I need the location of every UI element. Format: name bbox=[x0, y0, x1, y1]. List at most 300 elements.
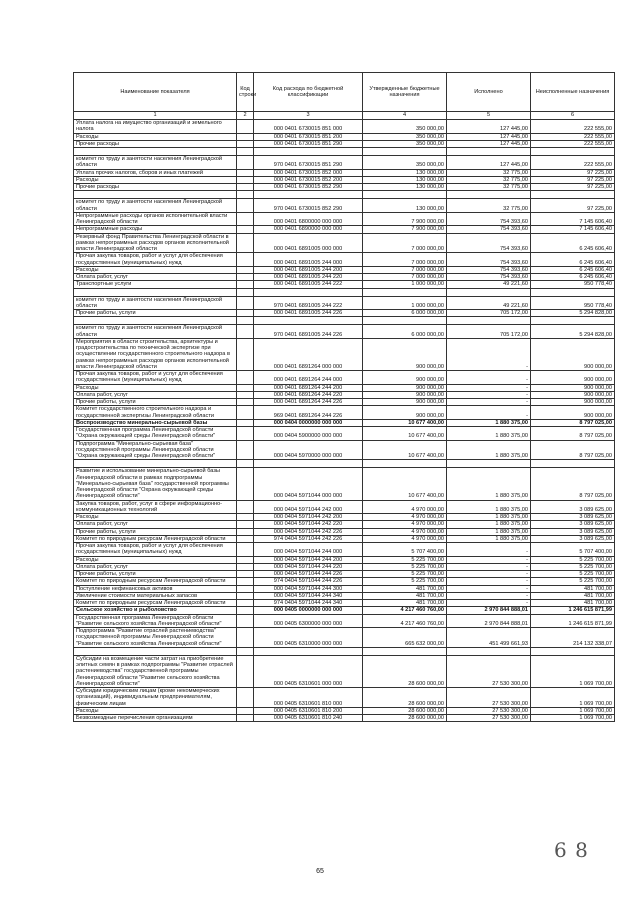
table-row bbox=[74, 607, 615, 614]
row-executed: - bbox=[447, 571, 531, 578]
row-name: комитет по труду и занятости населения Ленинградской области bbox=[74, 156, 237, 170]
row-executed: 1 880 375,00 bbox=[447, 528, 531, 535]
table-row bbox=[74, 563, 615, 570]
row-name: Уплата налога на имущество организаций и земельного налога bbox=[74, 120, 237, 134]
row-line-code bbox=[237, 707, 254, 714]
row-approved: 7 900 000,00 bbox=[363, 226, 447, 233]
row-unexecuted: 8 797 025,00 bbox=[531, 440, 615, 460]
row-unexecuted: 481 700,00 bbox=[531, 592, 615, 599]
row-unexecuted: 900 000,00 bbox=[531, 338, 615, 370]
spacer-cell bbox=[254, 191, 363, 199]
row-executed: 32 775,00 bbox=[447, 184, 531, 191]
row-line-code bbox=[237, 440, 254, 460]
row-unexecuted: 1 069 700,00 bbox=[531, 688, 615, 708]
row-budget-code: 000 0401 6891005 244 226 bbox=[254, 310, 363, 317]
row-approved: 130 000,00 bbox=[363, 169, 447, 176]
row-line-code bbox=[237, 688, 254, 708]
row-budget-code: 000 0404 5971044 244 226 bbox=[254, 571, 363, 578]
row-name: Прочие работы, услуги bbox=[74, 571, 237, 578]
row-approved: 900 000,00 bbox=[363, 384, 447, 391]
row-line-code bbox=[237, 578, 254, 585]
table-row bbox=[74, 156, 615, 170]
spacer-cell bbox=[237, 647, 254, 655]
row-executed: - bbox=[447, 384, 531, 391]
spacer-cell bbox=[447, 288, 531, 296]
row-line-code bbox=[237, 253, 254, 267]
handwritten-sheet-number: 6 8 bbox=[554, 838, 589, 862]
row-line-code bbox=[237, 468, 254, 500]
spacer-cell bbox=[447, 647, 531, 655]
row-line-code bbox=[237, 184, 254, 191]
row-unexecuted: 5 294 828,00 bbox=[531, 325, 615, 339]
spacer-cell bbox=[237, 288, 254, 296]
row-line-code bbox=[237, 281, 254, 288]
row-unexecuted: 950 778,40 bbox=[531, 296, 615, 310]
row-name: Воспроизводство минерально-сырьевой базы bbox=[74, 419, 237, 426]
header-executed: Исполнено bbox=[447, 73, 531, 112]
spacer-row bbox=[74, 148, 615, 156]
row-approved: 4 970 000,00 bbox=[363, 514, 447, 521]
spacer-cell bbox=[74, 460, 237, 468]
column-number: 3 bbox=[254, 112, 363, 120]
row-executed: - bbox=[447, 585, 531, 592]
table-row bbox=[74, 169, 615, 176]
row-line-code bbox=[237, 384, 254, 391]
row-line-code bbox=[237, 391, 254, 398]
row-unexecuted: 5 225 700,00 bbox=[531, 571, 615, 578]
row-budget-code: 000 0404 5971044 242 000 bbox=[254, 500, 363, 514]
row-budget-code: 000 0401 6891264 244 200 bbox=[254, 384, 363, 391]
row-executed: - bbox=[447, 563, 531, 570]
row-approved: 10 677 400,00 bbox=[363, 419, 447, 426]
row-name: Комитет государственного строительного надзора и государственной экспертизы Ленинградской области bbox=[74, 406, 237, 420]
row-line-code bbox=[237, 399, 254, 406]
spacer-cell bbox=[531, 288, 615, 296]
row-line-code bbox=[237, 528, 254, 535]
table-row bbox=[74, 468, 615, 500]
row-budget-code: 974 0404 5971044 244 226 bbox=[254, 578, 363, 585]
row-budget-code: 000 0401 6891264 244 226 bbox=[254, 399, 363, 406]
row-approved: 1 000 000,00 bbox=[363, 296, 447, 310]
row-executed: 127 445,00 bbox=[447, 156, 531, 170]
row-budget-code: 000 0401 6891005 244 220 bbox=[254, 274, 363, 281]
row-approved: 481 700,00 bbox=[363, 592, 447, 599]
row-budget-code: 000 0404 5971044 242 200 bbox=[254, 514, 363, 521]
row-name: Прочая закупка товаров, работ и услуг для обеспечения государственных (муниципальных) нужд bbox=[74, 543, 237, 557]
spacer-cell bbox=[237, 191, 254, 199]
table-row bbox=[74, 585, 615, 592]
row-approved: 28 600 000,00 bbox=[363, 655, 447, 687]
row-executed: 32 775,00 bbox=[447, 169, 531, 176]
row-budget-code: 000 0404 5971044 242 226 bbox=[254, 528, 363, 535]
spacer-cell bbox=[254, 317, 363, 325]
table-row bbox=[74, 199, 615, 213]
row-name: Безвозмездные перечисления организациям bbox=[74, 715, 237, 722]
row-executed: - bbox=[447, 399, 531, 406]
row-executed: 27 530 300,00 bbox=[447, 707, 531, 714]
row-approved: 4 970 000,00 bbox=[363, 521, 447, 528]
table-row bbox=[74, 406, 615, 420]
row-executed: 2 970 844 888,01 bbox=[447, 614, 531, 628]
row-approved: 350 000,00 bbox=[363, 140, 447, 147]
page-number: 65 bbox=[316, 868, 324, 875]
row-budget-code: 000 0401 6730015 851 290 bbox=[254, 140, 363, 147]
row-name: Прочие расходы bbox=[74, 140, 237, 147]
row-approved: 4 217 460 760,00 bbox=[363, 614, 447, 628]
row-unexecuted: 3 089 625,00 bbox=[531, 535, 615, 542]
spacer-cell bbox=[447, 317, 531, 325]
table-body bbox=[74, 120, 615, 722]
row-approved: 7 000 000,00 bbox=[363, 253, 447, 267]
table-row bbox=[74, 133, 615, 140]
row-line-code bbox=[237, 226, 254, 233]
row-line-code bbox=[237, 169, 254, 176]
spacer-cell bbox=[237, 317, 254, 325]
spacer-row bbox=[74, 191, 615, 199]
row-line-code bbox=[237, 514, 254, 521]
column-number: 1 bbox=[74, 112, 237, 120]
row-name: Расходы bbox=[74, 384, 237, 391]
row-name: Расходы bbox=[74, 176, 237, 183]
row-unexecuted: 481 700,00 bbox=[531, 585, 615, 592]
row-executed: 754 393,60 bbox=[447, 266, 531, 273]
header-unexecuted: Неисполненные назначения bbox=[531, 73, 615, 112]
row-line-code bbox=[237, 556, 254, 563]
table-row bbox=[74, 274, 615, 281]
row-line-code bbox=[237, 120, 254, 134]
row-budget-code: 000 0404 5971044 244 220 bbox=[254, 563, 363, 570]
row-unexecuted: 6 245 606,40 bbox=[531, 253, 615, 267]
row-approved: 6 000 000,00 bbox=[363, 310, 447, 317]
row-unexecuted: 1 069 700,00 bbox=[531, 655, 615, 687]
spacer-cell bbox=[447, 460, 531, 468]
header-approved: Утвержденные бюджетные назначения bbox=[363, 73, 447, 112]
row-budget-code: 000 0404 0000000 000 000 bbox=[254, 419, 363, 426]
row-budget-code: 000 0404 5970000 000 000 bbox=[254, 440, 363, 460]
row-approved: 481 700,00 bbox=[363, 600, 447, 607]
table-row bbox=[74, 592, 615, 599]
row-unexecuted: 97 225,00 bbox=[531, 169, 615, 176]
table-row bbox=[74, 184, 615, 191]
table-row bbox=[74, 233, 615, 253]
row-name: Мероприятия в области строительства, архитектуры и градостроительства по технической экспертизе при осуществлении государственного строительного надзора в рамках непрограммных расходов органов исполнительной власти Ленинградской области bbox=[74, 338, 237, 370]
row-approved: 1 000 000,00 bbox=[363, 281, 447, 288]
table-row bbox=[74, 266, 615, 273]
row-executed: 705 172,00 bbox=[447, 310, 531, 317]
row-name: Развитие и использование минерально-сырьевой базы Ленинградской области в рамках подпрограммы "Минерально-сырьевая база" государственной программы Ленинградской области "Охрана окружающей среды Ленинградской области" bbox=[74, 468, 237, 500]
row-line-code bbox=[237, 655, 254, 687]
row-line-code bbox=[237, 199, 254, 213]
row-unexecuted: 900 000,00 bbox=[531, 406, 615, 420]
column-number: 5 bbox=[447, 112, 531, 120]
row-budget-code: 000 0401 6890000 000 000 bbox=[254, 226, 363, 233]
row-approved: 900 000,00 bbox=[363, 371, 447, 385]
row-budget-code: 000 0401 6891005 244 200 bbox=[254, 266, 363, 273]
row-executed: - bbox=[447, 578, 531, 585]
row-executed: 32 775,00 bbox=[447, 176, 531, 183]
row-unexecuted: 900 000,00 bbox=[531, 371, 615, 385]
row-executed: 754 393,60 bbox=[447, 233, 531, 253]
row-approved: 350 000,00 bbox=[363, 120, 447, 134]
row-budget-code: 000 0405 0000000 000 000 bbox=[254, 607, 363, 614]
row-unexecuted: 900 000,00 bbox=[531, 399, 615, 406]
row-name: Расходы bbox=[74, 556, 237, 563]
row-approved: 900 000,00 bbox=[363, 406, 447, 420]
row-budget-code: 000 0401 6730015 851 200 bbox=[254, 133, 363, 140]
row-approved: 5 225 700,00 bbox=[363, 556, 447, 563]
row-unexecuted: 222 555,00 bbox=[531, 133, 615, 140]
table-row bbox=[74, 384, 615, 391]
row-name: Оплата работ, услуг bbox=[74, 274, 237, 281]
row-budget-code: 970 0401 6730015 852 290 bbox=[254, 199, 363, 213]
row-executed: - bbox=[447, 543, 531, 557]
row-line-code bbox=[237, 543, 254, 557]
row-approved: 4 970 000,00 bbox=[363, 535, 447, 542]
row-line-code bbox=[237, 600, 254, 607]
table-row bbox=[74, 688, 615, 708]
row-unexecuted: 222 555,00 bbox=[531, 156, 615, 170]
row-budget-code: 970 0401 6891005 244 222 bbox=[254, 296, 363, 310]
row-line-code bbox=[237, 500, 254, 514]
row-approved: 28 600 000,00 bbox=[363, 688, 447, 708]
table-row bbox=[74, 707, 615, 714]
row-budget-code: 974 0404 5971044 244 340 bbox=[254, 600, 363, 607]
row-budget-code: 000 0401 6891005 244 222 bbox=[254, 281, 363, 288]
row-name: Комитет по природным ресурсам Ленинградской области bbox=[74, 535, 237, 542]
row-name: Расходы bbox=[74, 514, 237, 521]
row-name: Уплата прочих налогов, сборов и иных платежей bbox=[74, 169, 237, 176]
row-executed: 1 880 375,00 bbox=[447, 535, 531, 542]
row-unexecuted: 97 225,00 bbox=[531, 184, 615, 191]
row-approved: 6 000 000,00 bbox=[363, 325, 447, 339]
row-name: Резервный фонд Правительства Ленинградской области в рамках непрограммных расходов органов исполнительной власти Ленинградской области bbox=[74, 233, 237, 253]
row-line-code bbox=[237, 310, 254, 317]
row-approved: 4 217 460 760,00 bbox=[363, 607, 447, 614]
column-number-row bbox=[74, 112, 615, 120]
row-unexecuted: 950 778,40 bbox=[531, 281, 615, 288]
table-row bbox=[74, 521, 615, 528]
column-number: 6 bbox=[531, 112, 615, 120]
header-budget-code: Код расхода по бюджетной классификации bbox=[254, 73, 363, 112]
table-row bbox=[74, 715, 615, 722]
row-budget-code: 000 0405 6310601 810 000 bbox=[254, 688, 363, 708]
table-header-row bbox=[74, 73, 615, 112]
row-name: Расходы bbox=[74, 266, 237, 273]
table-row bbox=[74, 140, 615, 147]
row-executed: 1 880 375,00 bbox=[447, 514, 531, 521]
spacer-cell bbox=[531, 148, 615, 156]
row-unexecuted: 5 225 700,00 bbox=[531, 556, 615, 563]
table-row bbox=[74, 655, 615, 687]
row-unexecuted: 222 555,00 bbox=[531, 120, 615, 134]
row-line-code bbox=[237, 176, 254, 183]
row-name: Закупка товаров, работ, услуг в сфере информационно-коммуникационных технологий bbox=[74, 500, 237, 514]
row-approved: 10 677 400,00 bbox=[363, 440, 447, 460]
row-budget-code: 000 0404 5971044 244 200 bbox=[254, 556, 363, 563]
spacer-cell bbox=[74, 191, 237, 199]
row-executed: 451 499 661,93 bbox=[447, 628, 531, 648]
row-line-code bbox=[237, 607, 254, 614]
row-unexecuted: 8 797 025,00 bbox=[531, 468, 615, 500]
row-budget-code: 000 0404 5971044 000 000 bbox=[254, 468, 363, 500]
column-number: 4 bbox=[363, 112, 447, 120]
row-executed: - bbox=[447, 556, 531, 563]
row-line-code bbox=[237, 628, 254, 648]
row-line-code bbox=[237, 571, 254, 578]
row-approved: 665 632 000,00 bbox=[363, 628, 447, 648]
row-executed: - bbox=[447, 600, 531, 607]
row-unexecuted: 5 294 828,00 bbox=[531, 310, 615, 317]
row-unexecuted: 7 145 606,40 bbox=[531, 226, 615, 233]
row-approved: 481 700,00 bbox=[363, 585, 447, 592]
row-name: Субсидии на возмещение части затрат на приобретение элитных семян в рамках подпрограммы "Развитие отраслей растениеводства" государственной программы Ленинградской области "Развитие сельского хозяйства Ленинградской области" bbox=[74, 655, 237, 687]
row-budget-code: 000 0401 6800000 000 000 bbox=[254, 212, 363, 226]
row-budget-code: 970 0401 6891005 244 226 bbox=[254, 325, 363, 339]
row-name: Оплата работ, услуг bbox=[74, 563, 237, 570]
row-approved: 10 677 400,00 bbox=[363, 427, 447, 441]
row-budget-code: 000 0401 6891005 244 000 bbox=[254, 253, 363, 267]
spacer-cell bbox=[363, 148, 447, 156]
column-number: 2 bbox=[237, 112, 254, 120]
table-row bbox=[74, 628, 615, 648]
row-name: Расходы bbox=[74, 133, 237, 140]
row-budget-code: 000 0401 6891264 244 000 bbox=[254, 371, 363, 385]
row-budget-code: 000 0404 5971044 242 220 bbox=[254, 521, 363, 528]
table-row bbox=[74, 571, 615, 578]
table-row bbox=[74, 614, 615, 628]
spacer-cell bbox=[254, 288, 363, 296]
header-line-code: Код строки bbox=[237, 73, 254, 112]
row-unexecuted: 3 089 625,00 bbox=[531, 514, 615, 521]
row-executed: 2 970 844 888,01 bbox=[447, 607, 531, 614]
row-name: Прочая закупка товаров, работ и услуг для обеспечения государственных (муниципальных) нужд bbox=[74, 371, 237, 385]
spacer-cell bbox=[363, 288, 447, 296]
row-name: Поступление нефинансовых активов bbox=[74, 585, 237, 592]
row-approved: 130 000,00 bbox=[363, 199, 447, 213]
row-executed: 754 393,60 bbox=[447, 253, 531, 267]
spacer-cell bbox=[447, 191, 531, 199]
spacer-cell bbox=[531, 191, 615, 199]
row-executed: - bbox=[447, 338, 531, 370]
row-name: Расходы bbox=[74, 707, 237, 714]
row-line-code bbox=[237, 715, 254, 722]
table-row bbox=[74, 600, 615, 607]
row-approved: 10 677 400,00 bbox=[363, 468, 447, 500]
row-budget-code: 000 0401 6730015 852 200 bbox=[254, 176, 363, 183]
row-name: Прочие работы, услуги bbox=[74, 310, 237, 317]
row-budget-code: 000 0401 6730015 851 000 bbox=[254, 120, 363, 134]
spacer-cell bbox=[531, 460, 615, 468]
spacer-cell bbox=[74, 647, 237, 655]
row-approved: 900 000,00 bbox=[363, 391, 447, 398]
row-unexecuted: 900 000,00 bbox=[531, 391, 615, 398]
table-row bbox=[74, 535, 615, 542]
row-line-code bbox=[237, 266, 254, 273]
spacer-cell bbox=[447, 148, 531, 156]
table-row bbox=[74, 338, 615, 370]
row-name: Прочая закупка товаров, работ и услуг для обеспечения государственных (муниципальных) нужд bbox=[74, 253, 237, 267]
table-row bbox=[74, 528, 615, 535]
spacer-cell bbox=[363, 647, 447, 655]
row-budget-code: 000 0405 6310601 810 200 bbox=[254, 707, 363, 714]
row-approved: 7 000 000,00 bbox=[363, 233, 447, 253]
row-line-code bbox=[237, 296, 254, 310]
row-approved: 900 000,00 bbox=[363, 399, 447, 406]
table-row bbox=[74, 419, 615, 426]
row-budget-code: 000 0405 6310601 810 240 bbox=[254, 715, 363, 722]
row-unexecuted: 3 089 625,00 bbox=[531, 528, 615, 535]
spacer-cell bbox=[237, 460, 254, 468]
table-row bbox=[74, 226, 615, 233]
row-executed: 1 880 375,00 bbox=[447, 500, 531, 514]
table-row bbox=[74, 120, 615, 134]
spacer-cell bbox=[74, 148, 237, 156]
table-row bbox=[74, 325, 615, 339]
row-executed: - bbox=[447, 391, 531, 398]
row-unexecuted: 8 797 025,00 bbox=[531, 419, 615, 426]
row-unexecuted: 214 132 338,07 bbox=[531, 628, 615, 648]
table-row bbox=[74, 500, 615, 514]
row-approved: 5 225 700,00 bbox=[363, 578, 447, 585]
row-unexecuted: 6 245 606,40 bbox=[531, 266, 615, 273]
row-budget-code: 000 0404 5900000 000 000 bbox=[254, 427, 363, 441]
row-executed: 754 393,60 bbox=[447, 226, 531, 233]
row-line-code bbox=[237, 325, 254, 339]
row-budget-code: 000 0405 6310601 000 000 bbox=[254, 655, 363, 687]
spacer-cell bbox=[254, 647, 363, 655]
row-approved: 7 900 000,00 bbox=[363, 212, 447, 226]
row-approved: 350 000,00 bbox=[363, 133, 447, 140]
header-indicator-name: Наименование показателя bbox=[74, 73, 237, 112]
row-executed: - bbox=[447, 406, 531, 420]
row-unexecuted: 5 225 700,00 bbox=[531, 563, 615, 570]
spacer-cell bbox=[74, 288, 237, 296]
row-executed: - bbox=[447, 592, 531, 599]
row-name: Сельское хозяйство и рыболовство bbox=[74, 607, 237, 614]
row-unexecuted: 97 225,00 bbox=[531, 176, 615, 183]
row-name: комитет по труду и занятости населения Ленинградской области bbox=[74, 296, 237, 310]
table-row bbox=[74, 543, 615, 557]
spacer-row bbox=[74, 460, 615, 468]
row-name: Прочие расходы bbox=[74, 184, 237, 191]
spacer-cell bbox=[531, 317, 615, 325]
row-unexecuted: 7 145 606,40 bbox=[531, 212, 615, 226]
row-line-code bbox=[237, 419, 254, 426]
row-name: Транспортные услуги bbox=[74, 281, 237, 288]
row-unexecuted: 900 000,00 bbox=[531, 384, 615, 391]
row-line-code bbox=[237, 274, 254, 281]
row-approved: 4 970 000,00 bbox=[363, 528, 447, 535]
row-executed: 27 530 300,00 bbox=[447, 715, 531, 722]
row-line-code bbox=[237, 233, 254, 253]
spacer-cell bbox=[363, 191, 447, 199]
row-unexecuted: 1 069 700,00 bbox=[531, 715, 615, 722]
row-budget-code: 000 0404 5971044 244 300 bbox=[254, 585, 363, 592]
table-row bbox=[74, 391, 615, 398]
row-executed: - bbox=[447, 371, 531, 385]
row-unexecuted: 1 246 615 871,99 bbox=[531, 607, 615, 614]
row-unexecuted: 8 797 025,00 bbox=[531, 427, 615, 441]
spacer-cell bbox=[254, 460, 363, 468]
row-budget-code: 000 0405 6300000 000 000 bbox=[254, 614, 363, 628]
row-line-code bbox=[237, 535, 254, 542]
row-approved: 130 000,00 bbox=[363, 184, 447, 191]
row-executed: 127 445,00 bbox=[447, 120, 531, 134]
row-executed: 49 221,60 bbox=[447, 296, 531, 310]
row-name: Оплата работ, услуг bbox=[74, 391, 237, 398]
row-line-code bbox=[237, 338, 254, 370]
row-name: Увеличение стоимости материальных запасов bbox=[74, 592, 237, 599]
